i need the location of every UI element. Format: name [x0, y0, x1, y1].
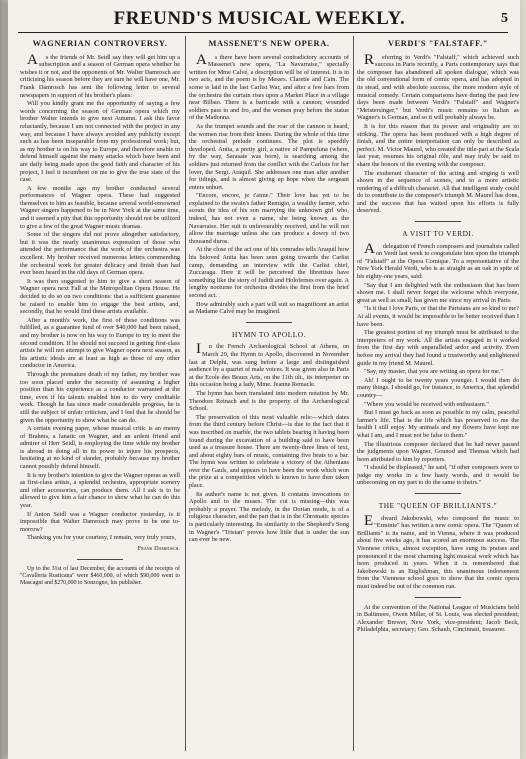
- divider: [415, 493, 461, 494]
- divider: [415, 221, 461, 222]
- article-paragraph: Thanking you for your courtesy, I remain, very truly yours,: [27, 534, 176, 542]
- article-paragraph: If Anton Seidl was a Wagner conductor yesterday, is it impossible that Walter Damrosch may prove to be one to-morrow?: [20, 510, 180, 533]
- article-heading: THE "QUEEN OF BRILLIANTS.": [378, 501, 498, 511]
- column-rule: [185, 36, 186, 751]
- column-2: [189, 38, 349, 753]
- article-paragraph: How admirably such a part will suit so magnificent an artist as Madame Calvé may be imagined.: [189, 300, 349, 316]
- article-paragraph: "Say that I am delighted with the enthusiasm that has been shown me. I shall never forget the welcome which everyone, great as well as small, has given me since my arrival in Paris.: [357, 281, 519, 304]
- article-paragraph: After a month's work, the first of these conditions was fulfilled, as a guarantee fund of over $40,000 had been raised, and my brother is now on his way to Europe to try to meet the second condition. If he should not succeed in getting first-class artists he will not attempt to give Wagner opera next season, as his artistic ideals are at least as high as those of any other conductor in America.: [20, 316, 180, 370]
- article-paragraph: As the trumpet sounds and the roar of the cannon is heard, the women rise from their knees. During the whole of this time the orchestral prelude continues. The plot is speedily developed. Anita, a pretty girl, a native of Pampeluna (where, by the way, Sarasate was born), is searching among the soldiers just returned from the conflict with the Carlists for her lover, the Sergt. Araquil. She addresses one man after another for tidings, and is almost giving up hope when the sergeant enters unhurt.: [189, 122, 349, 191]
- article-paragraph: A few months ago my brother conducted several performances of Wagner opera. These had suggested themselves to him as feasible, because several world-renowned Wagner singers happened to be in New York at the same time, and it seemed a pity that this opportunity should not be utilized to give a few of the great Wagner music dramas.: [20, 184, 180, 230]
- article-paragraph: Some of the singers did not prove altogether satisfactory, but it was the nearly unanimous expression of those who attended the performance that the work of the orchestra was excellent. My brother received numerous letters commending the orchestral work for greater delicacy and finish than had ever been heard in the old days of German opera.: [20, 231, 180, 277]
- article-paragraph: The greatest portion of my triumph must be attributed to the interpreters of my work. All the artists engaged in it worked from the first day with unparalleled ardor and activity. Even before my arrival they had found a trustworthy and enlightened guide in my friend M. Maurel.: [357, 329, 519, 367]
- masthead-title: FREUND'S MUSICAL WEEKLY.: [113, 8, 406, 29]
- article-paragraph: In the French Archæological School at Athens, on March 29, the Hymn to Apollo, discovered in November last at Delphi, was sung before a large and distinguished audience by a quartet of male voices. It was given also in Paris at the Ecole des Beaux Arts, on the 11th ult., its interpreter on this occasion being a lady, Mme. Jeanne Remacle.: [189, 341, 349, 389]
- article-paragraph: Will you kindly grant me the opportunity of saying a few words concerning the season of German opera which my brother Walter intends to give next Autumn. I ask this favor reluctantly, because I am not connected with the project in any way, and because I have always avoided any publicity except such as has been inseparable from my professional work; but, as my brother is on his way to Europe, and therefore unable to defend himself against the many attacks which have been and are daily being made upon the good faith and character of his project, I feel it incumbent on me to give the true state of the case.: [20, 100, 180, 184]
- article-heading: MASSENET'S NEW OPERA.: [208, 39, 330, 48]
- article-heading: WAGNERIAN CONTROVERSY.: [32, 39, 168, 48]
- column-3: [357, 38, 519, 753]
- article-paragraph: It was then suggested to him to give a short season of Wagner opera next Fall at the Metropolitan Opera House. He decided to do so on two conditions: that a sufficient guarantee be raised to enable him to engage the best artists, and, secondly, that he would find these artists available.: [20, 277, 180, 316]
- signature: Frank Damrosch.: [137, 545, 180, 552]
- article-paragraph: The exuberant character of the acting and singing is well shown in the sequence of scenes, and to a more artistic rendering of a difficult character. All that intelligent study could do to contribute to the composer's triumph M. Maurel has done, and the success that has waited upon his efforts is fully deserved.: [357, 169, 519, 215]
- article-paragraph: "Say, my master, that you are writing an opera for me.": [364, 368, 503, 376]
- article-heading: VERDI'S "FALSTAFF.": [387, 39, 489, 48]
- column-1: [20, 38, 180, 753]
- article-paragraph: Referring to Verdi's "Falstaff," which achieved such success in Paris recently, a Paris contemporary says that the composer has abandoned all spoken dialogue, which was the old conventional form of comic opera, and has adopted in its stead, and with absolute success, the more modern style of musical comedy. Certain comparisons have during the past few days been made between Verdi's "Falstaff" and Wagner's "Meistersinger," but Verdi's music remains so Italian as Wagner's is German, and so it will probably always be.: [357, 51, 519, 122]
- article-paragraph: "Encore, encore, je t'aime." Their love has yet to be explained to the swain's father Remigio, a wealthy farmer, who scouts the idea of his son marrying the unknown girl who, indeed, has not even a name, she being known as the Navarraise. Her suit is unfavourably received, and he will not allow the marriage unless she can produce a dowry of two thousand duros.: [189, 192, 349, 245]
- article-paragraph: Through the premature death of my father, my brother was too soon placed under the necessity of assuming a higher position than his experience as a conductor warranted at the time, even if his talents enabled him to do very creditable work. Though he has since made considerable progress, he is still the subject of unfair criticism, and I feel that he should be given the opportunity to show what he can do.: [20, 370, 180, 424]
- article-paragraph: "Is it that I love Paris, or that the Parisians are so kind to me? At all events, it would be impossible to be better received than I have been.: [357, 305, 519, 328]
- article-paragraph: Ah! I ought to be twenty years younger. I would then do many things. I should go, for instance, to America, that splendid country—: [357, 376, 519, 399]
- binding-gutter: [0, 0, 8, 759]
- article-paragraph: The preservation of this most valuable relic—which dates from the third century before Christ—is due to the fact that it was inscribed on marble, the two tablets bearing it having been found during the excavation of a building said to have been used as a treasure house. There are twenty-three lines of text, and about eighty bars of music, containing five beats to a bar. The hymn was written to celebrate a victory of the Athenians over the Gauls, and appears to have been the work which won the prize at a competition which is known to have then taken place.: [189, 413, 349, 490]
- article-paragraph: The illustrious composer declared that he had never passed the judgments upon Wagner, Gounod and Thomas which had been attributed to him by reporters.: [357, 440, 519, 463]
- article-heading: A VISIT TO VERDI.: [402, 229, 474, 239]
- divider: [415, 597, 461, 598]
- article-paragraph: Edward Jakobowski, who composed the music to "Erminie" has written a new comic opera. The "Queen of Brilliants" is its name, and in Vienna, where it was produced about five weeks ago, it has scored an enormous success. The Viennese critics, almost exception, have sung its praises and pronounced it the most charming light musical work which has been produced in years. When it is remembered that Jakobowski is an Englishman, this unanimous indorsement from the Viennese school goes to show that the comic opera must indeed be out of the common run.: [357, 512, 519, 590]
- article-paragraph: The hymn has been translated into modern notation by Mr. Theodore Reinach and is the property of the Archæological School.: [189, 389, 349, 413]
- article-paragraph: "Where you would be received with enthusiasm.": [364, 400, 489, 408]
- article-paragraph: But I must go back as soon as possible to my calm, peaceful farmer's life. That is the life which has preserved to me the health I still enjoy. My animals and my flowers have kept me what I am, and I must not be false to them.": [357, 409, 519, 439]
- news-note: Up to the 31st of last December, the accounts of the receipts of "Cavalleria Rusticana" were $460,000, of which $90,000 went to Mascagni and $270,000 to Sonzogno, his publisher.: [20, 565, 180, 586]
- article-paragraph: "I should be displeased," he said, "if other composers were to judge my works in a few hasty words, and it would be unbecoming on my part to do the same to theirs.": [357, 464, 519, 487]
- article-paragraph: At the convention of the National League of Musicians held in Baltimore, Owen Miller, of St. Louis, was elected president; Alexander Brewer, New York, vice-president; Jacob Beck, Philadelphia, secretary; Geo. Schaub, Cincinnati, treasurer.: [357, 603, 519, 634]
- column-rule: [353, 36, 354, 751]
- article-paragraph: Adelegation of French composers and journalists called on Verdi last week to congratulate him upon the triumph of "Falstaff" at the Opera Comique. To a representative of the New York Herald Verdi, who is as straight as an oak in spite of his eighty-one years, said:: [357, 240, 519, 281]
- article-paragraph: A certain evening paper, whose musical critic is an enemy of Brahms, a fanatic on Wagner, and an ardent friend and admirer of Herr Seidl, is employing the time while my brother is abroad in doing all in its power to injure his prospects, hesitating at no kind of slander, probably because my brother cannot possibly defend himself.: [20, 425, 180, 471]
- article-paragraph: It is my brother's intention to give the Wagner operas as well as first-class artists, a splendid orchestra, appropriate scenery and other accessories, can produce them. All I ask is to be allowed to give him a fair chance to show what he can do this year.: [20, 471, 180, 510]
- article-paragraph: As the friends of Mr. Seidl say they will get him up a subscription and a season of German opera whether he wishes it or not, and the opponents of Mr. Walter Damrosch are criticising his season before they are sure he will have one, Mr. Frank Damrosch has sent the following letter to several newspapers in support of his brother's plans:: [20, 51, 180, 99]
- article-heading: HYMN TO APOLLO.: [232, 329, 306, 339]
- article-paragraph: As there have been several contradictory accounts of Massenet's new opera, "La Navarraise," specially written for Mme Calvé, a description will be of interest. It is in two acts, and the poem is by Messrs. Claretie and Cain. The scene is laid in the last Carlist War, and after a few bars from the orchestra the curtain rises upon a Market Place in a village near Bilbao. There is a barricade with a cannon; wounded soldiers pass to and fro, and the women pray before the statue of the Madonna.: [189, 51, 349, 122]
- article-paragraph: It is for this reason that its power and originality are so striking. The opera has been produced with a high degree of finish, and the entire interpretation can only be described as perfect. M. Victor Maurel, who created the title-part at the Scala last year, resumes his original rôle, and may truly be said to share the honors of the evening with the composer.: [357, 122, 519, 168]
- divider: [246, 322, 292, 323]
- page-header: [18, 6, 508, 33]
- divider: [77, 559, 123, 560]
- article-paragraph: Its author's name is not given. It contains invocations to Apollo and to the muses. The cut is missing—this was probably a prayer. The melody, in the Dorian mode, is of a religious character, and the part that is in the Chromatic species is particularly interesting. Its similarity to the Shepherd's Song in Wagner's "Tristan" proves how little that is under the sun can ever be new.: [189, 490, 349, 544]
- page-number: 5: [500, 11, 508, 26]
- article-paragraph: At the close of the act one of his comrades tells Araquil how his beloved Anita has been seen going towards the Carlist camp, demanding an interview with the Carlist chief, Zuccaraga. Here it will be perceived the librettists have something like the story of Judith and Holofernes over again. A lengthy nocturne for orchestra divides the first from the brief second act.: [189, 246, 349, 299]
- newspaper-page: [8, 0, 520, 759]
